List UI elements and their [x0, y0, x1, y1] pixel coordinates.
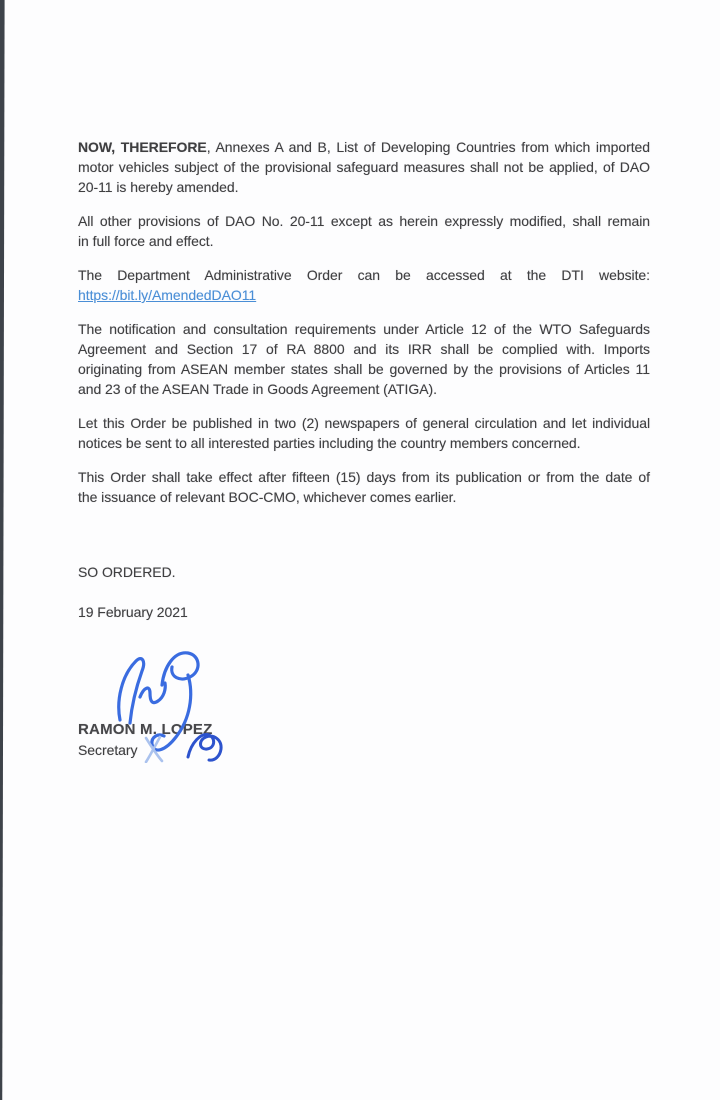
date-line: 19 February 2021: [78, 604, 188, 620]
signatory-name: RAMON M. LOPEZ: [78, 721, 213, 738]
paragraph: [78, 265, 650, 305]
document-content: [78, 137, 650, 760]
paragraph: [78, 413, 650, 453]
scan-edge-shadow: [0, 0, 5, 1100]
body-text: notices be sent to all interested parties including the country members concerned.: [78, 435, 581, 451]
body-text: This Order shall take effect after fifteen (15) days from its publication or from the date of: [78, 469, 650, 485]
paragraph: [78, 137, 650, 197]
text-line: [78, 467, 650, 487]
text-line: [78, 319, 650, 339]
paragraph: [78, 319, 650, 399]
body-text: The Department Administrative Order can be accessed at the DTI website:: [78, 267, 650, 283]
paragraph: [78, 211, 650, 251]
text-line: [78, 413, 650, 433]
body-text: Let this Order be published in two (2) newspapers of general circulation and let individual: [78, 415, 650, 431]
body-text: 20-11 is hereby amended.: [78, 179, 239, 195]
closing-line: SO ORDERED.: [78, 564, 176, 580]
paragraph: [78, 467, 650, 507]
text-line: [78, 177, 650, 197]
text-line: [78, 211, 650, 231]
body-text: , Annexes A and B, List of Developing Countries from which imported: [206, 139, 651, 155]
text-line: [78, 433, 650, 453]
text-line: [78, 379, 650, 399]
text-line: [78, 231, 650, 251]
dao-amendment-link[interactable]: https://bit.ly/AmendedDAO11: [78, 287, 257, 303]
body-text: The notification and consultation requirements under Article 12 of the WTO Safeguards: [78, 321, 650, 337]
body-text: and 23 of the ASEAN Trade in Goods Agreement (ATIGA).: [78, 381, 437, 397]
body-text: originating from ASEAN member states shall be governed by the provisions of Articles 11: [78, 361, 650, 377]
body-text: Agreement and Section 17 of RA 8800 and its IRR shall be complied with. Imports: [78, 341, 650, 357]
bold-text: NOW, THEREFORE: [78, 139, 207, 155]
body-text: the issuance of relevant BOC-CMO, whichever comes earlier.: [78, 489, 457, 505]
signatory-title: Secretary: [78, 742, 138, 758]
text-line: [78, 487, 650, 507]
text-line: [78, 359, 650, 379]
text-line: [78, 137, 650, 157]
text-line: [78, 339, 650, 359]
text-line: [78, 265, 650, 285]
body-text: in full force and effect.: [78, 233, 214, 249]
text-line: [78, 285, 650, 305]
paragraphs: [78, 137, 650, 507]
body-text: motor vehicles subject of the provisional safeguard measures shall not be applied, of DAO: [78, 159, 650, 175]
body-text: All other provisions of DAO No. 20-11 except as herein expressly modified, shall remain: [78, 213, 650, 229]
text-line: [78, 157, 650, 177]
